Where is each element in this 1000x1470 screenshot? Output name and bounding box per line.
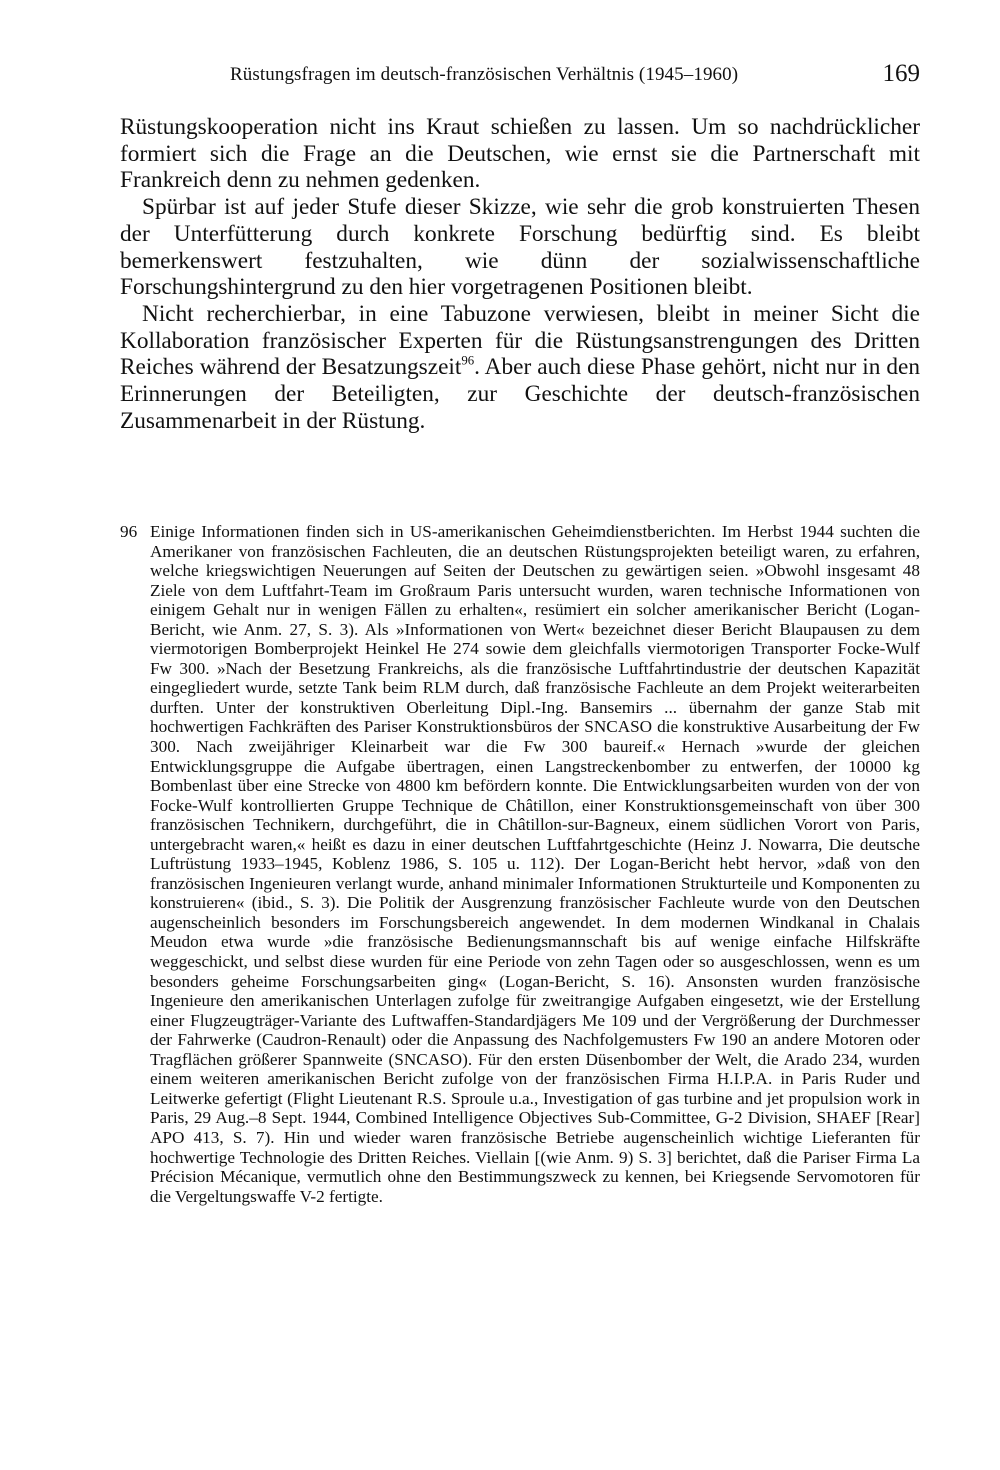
paragraph-3-part-1: Nicht recherchierbar, in eine Tabuzone verwiesen, bleibt in meiner Sicht die Kollaboration französischer Experten für die Rüstungsanstrengungen des Dritten Reiches während der Besatzungszeit: [120, 300, 920, 381]
footnote-reference[interactable]: 96: [461, 353, 475, 368]
running-title: Rüstungsfragen im deutsch-französischen Verhältnis (1945–1960): [230, 64, 739, 85]
footnote-text: Einige Informationen finden sich in US-amerikanischen Geheimdienstberichten. Im Herbst 1944 suchten die Amerikaner von französischen Fachleuten, die an deutschen Rüstungsprojekten beteiligt waren, zu erfahren, welche kriegswichtigen Neuerungen auf Seiten der Deutschen zu gewärtigen seien. »Obwohl insgesamt 48 Ziele von dem Luftfahrt-Team im Großraum Paris untersucht wurden, waren technische Informationen von einigem Gehalt nur in wenigen Fällen zu erhalten«, resümiert ein solcher amerikanischer Bericht (Logan-Bericht, wie Anm. 27, S. 3). Als »Informationen von Wert« bezeichnet dieser Bericht Blaupausen zu dem viermotorigen Bomberprojekt Heinkel He 274 sowie dem gleichfalls viermotorigen Transporter Focke-Wulf Fw 300. »Nach der Besetzung Frankreichs, als die französische Luftfahrtindustrie der deutschen Kapazität eingegliedert wurde, setzte Tank beim RLM durch, daß französische Fachleute an dem Projekt weiterarbeiten durften. Unter der konstruktiven Oberleitung Dipl.-Ing. Bansemirs ... übernahm der ganze Stab mit hochwertigen Fachkräften des Pariser Konstruktionsbüros der SNCASO die konstruktive Ausarbeitung der Fw 300. Nach zweijähriger Kleinarbeit war die Fw 300 baureif.« Hernach »wurde der gleichen Entwicklungsgruppe die Aufgabe übertragen, einen Langstreckenbomber zu entwerfen, der 10000 kg Bombenlast über eine Strecke von 4800 km befördern konnte. Die Entwicklungsarbeiten wurden von der von Focke-Wulf kontrollierten Gruppe Technique de Châtillon, einer Konstruktionsgemeinschaft von über 300 französischen Technikern, durchgeführt, die in Châtillon-sur-Bagneux, einem südlichen Vorort von Paris, untergebracht waren,« heißt es dazu in einer deutschen Luftfahrtgeschichte (Heinz J. Nowarra, Die deutsche Luftrüstung 1933–1945, Koblenz 1986, S. 105 u. 112). Der Logan-Bericht hebt hervor, »daß von den französischen Ingenieuren verlangt wurde, anhand minimaler Informationen Strukturteile und Komponenten zu konstruieren« (ibid., S. 3). Die Politik der Ausgrenzung französischer Fachleute wurde von den Deutschen augenscheinlich besonders im Forschungsbereich angewendet. In dem modernen Windkanal in Chalais Meudon etwa wurde »die französische Bedienungsmannschaft bis auf wenige einfache Hilfskräfte weggeschickt, und selbst diese wurden für eine Periode von zehn Tagen oder so ausgeschlossen, wenn es um besonders geheime Forschungsarbeiten ging« (Logan-Bericht, S. 16). Ansonsten wurden französische Ingenieure den amerikanischen Unterlagen zufolge für zweitrangige Aufgaben eingesetzt, wie der Erstellung einer Flugzeugträger-Variante des Luftwaffen-Standardjägers Me 109 und der Vergrößerung der Durchmesser der Fahrwerke (Caudron-Renault) oder die Anpassung des Nachfolgemusters Fw 190 an andere Motoren oder Tragflächen größerer Spannweite (SNCASO). Für den ersten Düsenbomber der Welt, die Arado 234, wurden einem weiteren amerikanischen Bericht zufolge von der französischen Firma H.I.P.A. in Paris Ruder und Leitwerke gefertigt (Flight Lieutenant R.S. Sproule u.a., Investigation of gas turbine and jet propulsion work in Paris, 29 Aug.–8 Sept. 1944, Combined Intelligence Objectives Sub-Committee, G-2 Division, SHAEF [Rear] APO 413, S. 7). Hin und wieder waren französische Betriebe augenscheinlich wichtige Lieferanten für hochwertige Technologie des Dritten Reiches. Viellain [(wie Anm. 9) S. 3] berichtet, daß die Pariser Firma La Précision Mécanique, vermutlich ohne den Bestimmungszweck zu kennen, bei Kriegsende Servomotoren für die Vergeltungswaffe V-2 fertigte.: [150, 522, 920, 1206]
paragraph-3-part-2: . Aber auch diese Phase gehört, nicht nur in den Erinnerungen der Beteiligten, zur Geschichte der deutsch-französischen Zusammenarbeit in der Rüstung.: [120, 354, 920, 434]
main-text: [120, 114, 920, 434]
footnote: [120, 522, 920, 1206]
footnote-number: 96: [120, 522, 138, 541]
footnote-body: [120, 522, 920, 1206]
paragraph-2: Spürbar ist auf jeder Stufe dieser Skizze, wie sehr die grob konstruierten Thesen der Unterfütterung durch konkrete Forschung bedürftig sind. Es bleibt bemerkenswert festzuhalten, wie dünn der sozialwissenschaftliche Forschungshintergrund zu den hier vorgetragenen Positionen bleibt.: [120, 194, 920, 301]
page-number: 169: [882, 60, 920, 87]
paragraph-3: [120, 301, 920, 435]
paragraph-1: Rüstungskooperation nicht ins Kraut schießen zu lassen. Um so nachdrücklicher formiert sich die Frage an die Deutschen, wie ernst sie die Partnerschaft mit Frankreich denn zu nehmen gedenken.: [120, 114, 920, 194]
running-header: [120, 60, 920, 94]
